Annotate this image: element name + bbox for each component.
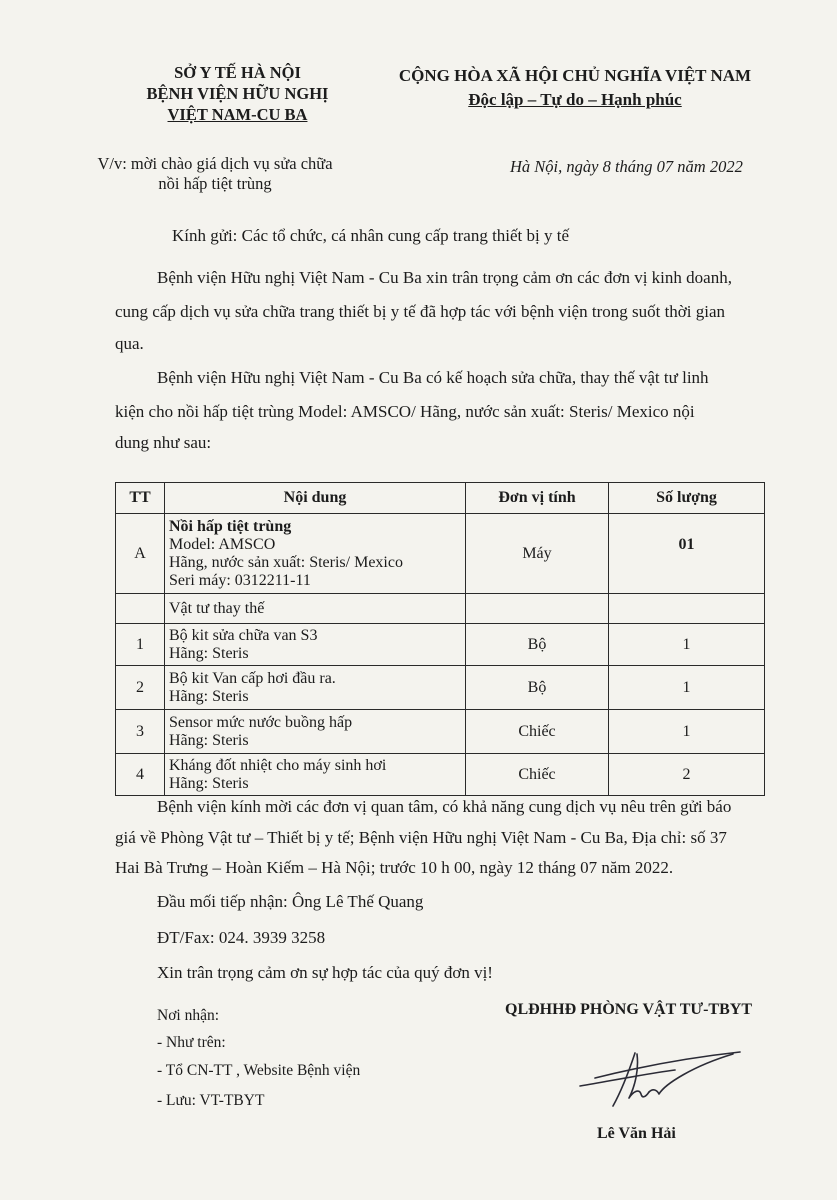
paragraph3-line3: Hai Bà Trưng – Hoàn Kiếm – Hà Nội; trước 10 h 00, ngày 12 tháng 07 năm 2022. [115,858,674,877]
salutation: Kính gửi: Các tổ chức, cá nhân cung cấp trang thiết bị y tế [172,226,570,245]
recipient-item: - Tổ CN-TT , Website Bệnh viện [157,1062,361,1079]
header-tt: TT [116,483,165,514]
recipient-item: - Lưu: VT-TBYT [157,1092,265,1109]
signer-name: Lê Văn Hải [597,1125,676,1142]
table-row [116,624,765,666]
subject-line-2: nồi hấp tiệt trùng [158,174,272,193]
header-so-luong: Số lượng [609,483,765,514]
paragraph1-line2: cung cấp dịch vụ sửa chữa trang thiết bị y tế đã hợp tác với bệnh viện trong suốt thời gian [115,302,726,321]
row-quantity: 1 [609,710,765,754]
nation-name: CỘNG HÒA XÃ HỘI CHỦ NGHĨA VIỆT NAM [398,66,752,85]
row-item-brand: Hãng: Steris [169,644,249,662]
row-quantity: 1 [609,624,765,666]
phone-fax: ĐT/Fax: 024. 3939 3258 [157,928,326,947]
row-a-title: Nồi hấp tiệt trùng [169,517,292,535]
row-item-brand: Hãng: Steris [169,687,249,705]
subject-block [60,154,370,194]
row-quantity: 1 [609,666,765,710]
organization-block [95,62,380,125]
place-date: Hà Nội, ngày 8 tháng 07 năm 2022 [510,157,743,176]
header-noi-dung: Nội dung [165,483,466,514]
paragraph2-line2: kiện cho nồi hấp tiệt trùng Model: AMSCO/ Hãng, nước sản xuất: Steris/ Mexico nội [115,402,695,421]
row-a-model: Model: AMSCO [169,535,276,553]
recipient-item: - Như trên: [157,1034,226,1051]
paragraph2-line1: Bệnh viện Hữu nghị Việt Nam - Cu Ba có kế hoạch sửa chữa, thay thế vật tư linh [157,368,709,387]
row-tt: 3 [116,710,165,754]
row-item-name: Sensor mức nước buồng hấp [169,713,353,731]
org-hospital-name-2: VIỆT NAM-CU BA [167,105,308,124]
table-row [116,514,765,594]
items-table [115,482,765,796]
row-a-content [165,514,466,594]
header-don-vi: Đơn vị tính [466,483,609,514]
row-a-quantity: 01 [609,514,765,594]
row-item-brand: Hãng: Steris [169,774,249,792]
row-unit: Bộ [466,666,609,710]
paragraph1-line3: qua. [115,334,144,353]
row-unit: Chiếc [466,710,609,754]
row-item-brand: Hãng: Steris [169,731,249,749]
row-a-manufacturer: Hãng, nước sản xuất: Steris/ Mexico [169,553,403,571]
paragraph2-line3: dung như sau: [115,433,212,452]
row-quantity: 2 [609,754,765,796]
org-hospital-name: BỆNH VIỆN HỮU NGHỊ [146,84,329,103]
row-a-unit: Máy [466,514,609,594]
handwritten-signature-icon [575,1048,745,1113]
row-tt: 4 [116,754,165,796]
table-row [116,710,765,754]
thanks-line: Xin trân trọng cảm ơn sự hợp tác của quý đơn vị! [157,963,493,982]
table-row [116,754,765,796]
row-tt: 2 [116,666,165,710]
signature-title: QLĐHHĐ PHÒNG VẬT TƯ-TBYT [505,1001,752,1018]
section-label: Vật tư thay thế [165,594,466,624]
row-unit: Chiếc [466,754,609,796]
paragraph1-line1: Bệnh viện Hữu nghị Việt Nam - Cu Ba xin trân trọng cảm ơn các đơn vị kinh doanh, [157,268,732,287]
row-item-name: Kháng đốt nhiệt cho máy sinh hơi [169,756,387,774]
national-header [360,64,790,112]
nation-motto: Độc lập – Tự do – Hạnh phúc [468,90,682,109]
row-a-serial: Seri máy: 0312211-11 [169,571,311,589]
contact-person: Đầu mối tiếp nhận: Ông Lê Thế Quang [157,892,424,911]
row-tt: 1 [116,624,165,666]
paragraph3-line1: Bệnh viện kính mời các đơn vị quan tâm, có khả năng cung dịch vụ nêu trên gửi báo [157,797,732,816]
row-item-name: Bộ kit sửa chữa van S3 [169,626,318,644]
paragraph3-line2: giá về Phòng Vật tư – Thiết bị y tế; Bệnh viện Hữu nghị Việt Nam - Cu Ba, Địa chỉ: số 37 [115,828,727,847]
table-header-row [116,483,765,514]
row-item-name: Bộ kit Van cấp hơi đầu ra. [169,669,336,687]
row-a-tt: A [116,514,165,594]
org-department: SỞ Y TẾ HÀ NỘI [174,63,301,82]
recipients-label: Nơi nhận: [157,1007,220,1024]
row-unit: Bộ [466,624,609,666]
table-section-row [116,594,765,624]
subject-line-1: V/v: mời chào giá dịch vụ sửa chữa [97,154,333,173]
table-row [116,666,765,710]
